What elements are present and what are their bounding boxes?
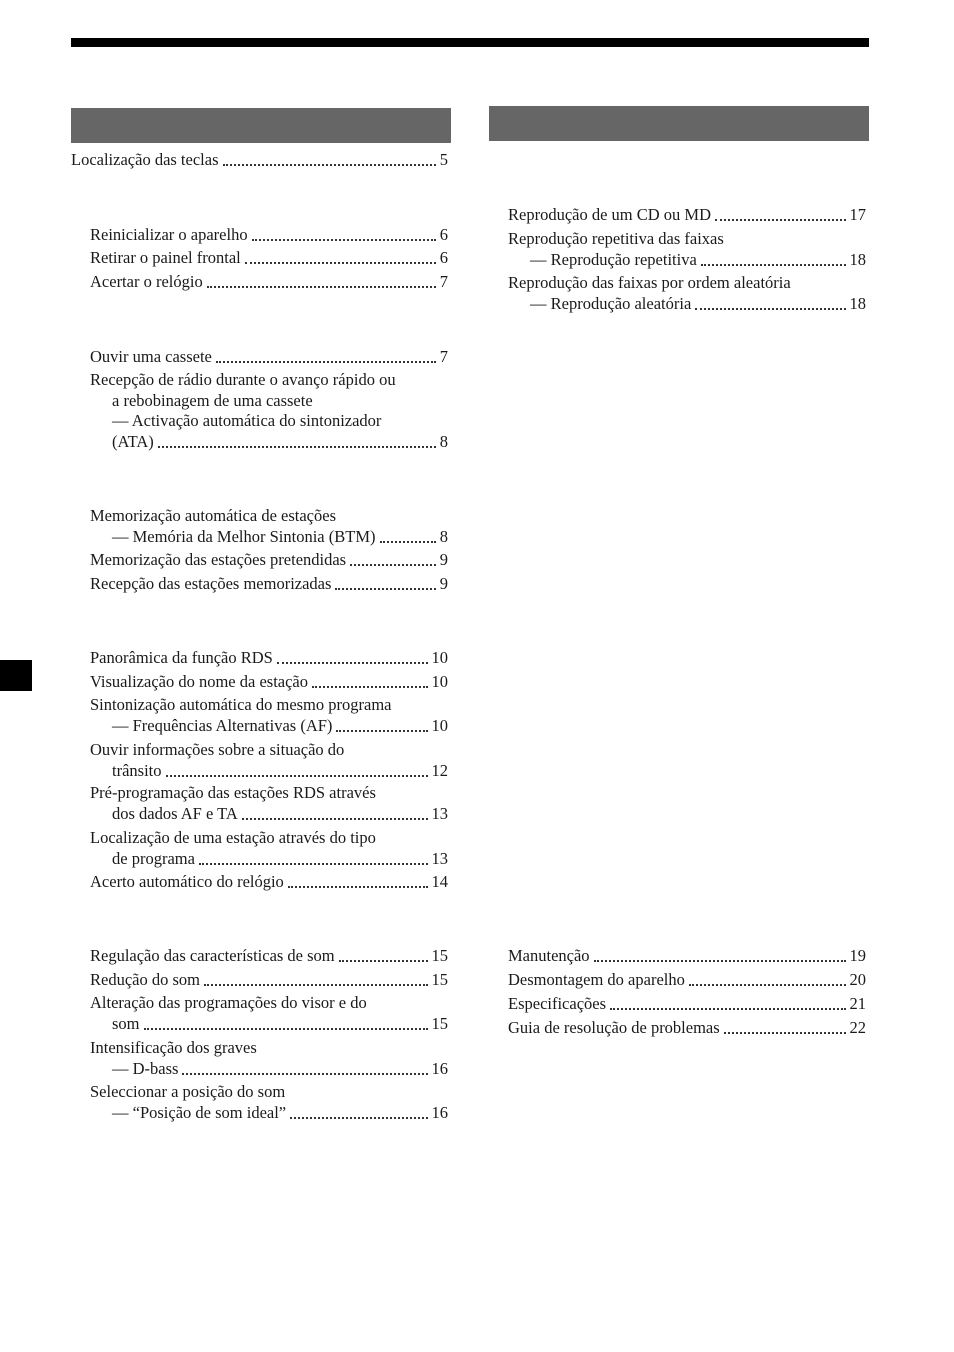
toc-entry-row (508, 205, 866, 225)
toc-entry (90, 872, 448, 892)
toc-entry-title: — Memória da Melhor Sintonia (BTM) (112, 526, 376, 546)
toc-entry-row (508, 946, 866, 966)
dot-leader (695, 308, 845, 310)
toc-entry (90, 1038, 448, 1079)
toc-entry-row (90, 248, 448, 268)
toc-page-number: 9 (439, 550, 448, 569)
dot-leader (158, 446, 436, 448)
dot-leader (144, 1028, 428, 1030)
toc-entry-row (90, 849, 448, 869)
toc-entry-row (90, 761, 448, 781)
toc-entry-row (90, 225, 448, 245)
toc-entry-title: Visualização do nome da estação (90, 672, 308, 691)
dot-leader (290, 1117, 427, 1119)
toc-entry-title: (ATA) (112, 431, 154, 451)
toc-entry-title: Memorização das estações pretendidas (90, 550, 347, 569)
side-thumb-tab (0, 660, 32, 691)
dot-leader (701, 264, 846, 266)
toc-entry-line: Seleccionar a posição do som (90, 1082, 286, 1101)
toc-entry-title: Reinicializar o aparelho (90, 225, 248, 244)
toc-entry-title: Guia de resolução de problemas (508, 1018, 720, 1037)
dot-leader (207, 286, 436, 288)
toc-entry-line: a rebobinagem de uma cassete (112, 390, 313, 410)
toc-entry-row (508, 994, 866, 1014)
toc-entry-row (508, 970, 866, 990)
dot-leader (242, 818, 428, 820)
toc-entry (90, 946, 448, 966)
toc-page-number: 10 (431, 648, 448, 667)
toc-entry (90, 695, 448, 736)
toc-entry-title: trânsito (112, 760, 162, 780)
toc-entry-title: Manutenção (508, 946, 590, 965)
toc-entry-title: — Frequências Alternativas (AF) (112, 715, 333, 735)
toc-page-number: 16 (431, 1102, 448, 1122)
toc-entry (90, 783, 448, 824)
dot-leader (610, 1008, 845, 1010)
toc-page-number: 19 (849, 946, 866, 965)
right-section-header-bar (489, 106, 869, 141)
toc-entry (71, 150, 448, 170)
toc-entry (508, 970, 866, 990)
toc-entry-line: Pré-programação das estações RDS através (90, 783, 376, 802)
toc-entry-row (90, 527, 448, 547)
toc-entry-title: — D-bass (112, 1058, 179, 1078)
dot-leader (166, 775, 428, 777)
toc-entry-line: Reprodução das faixas por ordem aleatória (508, 273, 791, 292)
toc-entry-title: Especificações (508, 994, 607, 1013)
toc-entry (508, 205, 866, 225)
toc-entry-row (90, 716, 448, 736)
toc-entry (90, 248, 448, 268)
toc-entry (90, 225, 448, 245)
toc-entry-title: — Reprodução aleatória (530, 293, 692, 313)
toc-entry-row (90, 970, 448, 990)
toc-page-number: 5 (439, 150, 448, 169)
toc-entry (90, 506, 448, 547)
toc-page-number: 18 (849, 293, 866, 313)
toc-page-number: 14 (431, 872, 448, 891)
toc-entry-line: — Activação automática do sintonizador (112, 411, 382, 430)
dot-leader (204, 984, 428, 986)
toc-page-number: 8 (439, 526, 448, 546)
toc-entry-title: som (112, 1013, 140, 1033)
dot-leader (380, 541, 436, 543)
toc-entry (90, 347, 448, 367)
dot-leader (199, 863, 428, 865)
toc-entry-title: — “Posição de som ideal” (112, 1102, 287, 1122)
toc-entry-line: Recepção de rádio durante o avanço rápido ou (90, 370, 396, 389)
toc-entry (508, 273, 866, 314)
toc-entry-row (90, 272, 448, 292)
dot-leader (182, 1073, 427, 1075)
toc-page-number: 10 (431, 715, 448, 735)
toc-page-number: 7 (439, 272, 448, 291)
toc-page-number: 22 (849, 1018, 866, 1037)
toc-entry (90, 550, 448, 570)
toc-page-number: 20 (849, 970, 866, 989)
dot-leader (335, 588, 435, 590)
toc-entry-title: dos dados AF e TA (112, 803, 238, 823)
toc-entry-row (71, 150, 448, 170)
dot-leader (689, 984, 846, 986)
toc-entry-title: Regulação das características de som (90, 946, 335, 965)
dot-leader (277, 662, 428, 664)
dot-leader (288, 886, 428, 888)
toc-entry-row (90, 1103, 448, 1123)
dot-leader (216, 361, 436, 363)
dot-leader (724, 1032, 846, 1034)
toc-entry-title: de programa (112, 848, 195, 868)
dot-leader (245, 262, 436, 264)
toc-entry (90, 740, 448, 781)
toc-entry (90, 648, 448, 668)
toc-entry-title: Acertar o relógio (90, 272, 203, 291)
toc-entry (90, 574, 448, 594)
toc-entry-line: Sintonização automática do mesmo programa (90, 695, 392, 714)
toc-entry-title: Recepção das estações memorizadas (90, 574, 332, 593)
dot-leader (336, 730, 427, 732)
toc-entry (90, 672, 448, 692)
toc-page-number: 16 (431, 1058, 448, 1078)
toc-entry-line: Localização de uma estação através do tipo (90, 828, 376, 847)
toc-entry (90, 828, 448, 869)
dot-leader (312, 686, 428, 688)
toc-entry (90, 370, 448, 452)
toc-entry-row (90, 347, 448, 367)
toc-page-number: 13 (431, 803, 448, 823)
left-section-header-bar (71, 108, 451, 143)
toc-entry-title: Desmontagem do aparelho (508, 970, 685, 989)
toc-entry-row (90, 804, 448, 824)
toc-page-number: 15 (431, 946, 448, 965)
toc-page-number: 10 (431, 672, 448, 691)
toc-entry-row (508, 1018, 866, 1038)
toc-entry-row (90, 946, 448, 966)
toc-entry-title: Retirar o painel frontal (90, 248, 241, 267)
toc-entry (508, 946, 866, 966)
dot-leader (252, 239, 436, 241)
toc-page-number: 9 (439, 574, 448, 593)
toc-entry-line: Memorização automática de estações (90, 506, 337, 525)
toc-entry (508, 229, 866, 270)
toc-entry-row (90, 432, 448, 452)
toc-entry (90, 272, 448, 292)
toc-page-number: 21 (849, 994, 866, 1013)
toc-entry (90, 1082, 448, 1123)
toc-page-number: 7 (439, 347, 448, 366)
toc-entry-line: Ouvir informações sobre a situação do (90, 740, 345, 759)
toc-entry-title: Localização das teclas (71, 150, 219, 169)
toc-entry-row (90, 1059, 448, 1079)
toc-page-number: 18 (849, 249, 866, 269)
toc-entry-row (90, 672, 448, 692)
toc-page-number: 8 (439, 431, 448, 451)
toc-entry-row (90, 872, 448, 892)
toc-entry-title: Panorâmica da função RDS (90, 648, 273, 667)
toc-page-number: 6 (439, 248, 448, 267)
toc-entry (508, 1018, 866, 1038)
toc-page-number: 15 (431, 970, 448, 989)
toc-entry (90, 993, 448, 1034)
toc-page-number: 15 (431, 1013, 448, 1033)
toc-page-number: 13 (431, 848, 448, 868)
dot-leader (350, 564, 436, 566)
toc-entry-title: — Reprodução repetitiva (530, 249, 697, 269)
toc-entry-line: Reprodução repetitiva das faixas (508, 229, 724, 248)
toc-entry-title: Redução do som (90, 970, 200, 989)
toc-entry-title: Acerto automático do relógio (90, 872, 284, 891)
toc-entry-row (90, 1014, 448, 1034)
toc-entry-row (508, 250, 866, 270)
top-rule (71, 38, 869, 47)
dot-leader (223, 164, 436, 166)
toc-entry-row (90, 574, 448, 594)
toc-entry-row (508, 294, 866, 314)
toc-page-number: 12 (431, 760, 448, 780)
toc-page-number: 17 (849, 205, 866, 224)
toc-entry-row (90, 550, 448, 570)
toc-entry-line: Alteração das programações do visor e do (90, 993, 367, 1012)
dot-leader (594, 960, 846, 962)
toc-entry (508, 994, 866, 1014)
dot-leader (339, 960, 428, 962)
toc-entry-title: Reprodução de um CD ou MD (508, 205, 712, 224)
toc-entry-row (90, 648, 448, 668)
toc-entry (90, 970, 448, 990)
toc-page-number: 6 (439, 225, 448, 244)
dot-leader (715, 219, 845, 221)
toc-entry-line: Intensificação dos graves (90, 1038, 257, 1057)
toc-entry-title: Ouvir uma cassete (90, 347, 212, 366)
